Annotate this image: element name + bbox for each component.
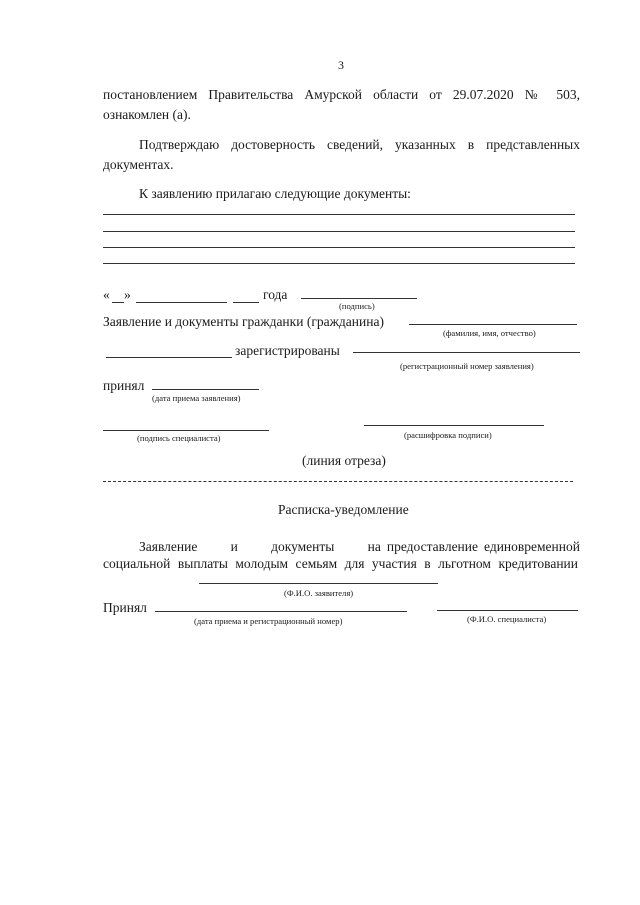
receipt-word-6: единовременной — [484, 539, 580, 554]
registration-number-caption: (регистрационный номер заявления) — [400, 361, 534, 371]
applicant-name-field[interactable] — [409, 324, 577, 325]
receipt-word-1: Заявление — [139, 539, 198, 554]
statement-label: Заявление и документы гражданки (гражданина) — [103, 314, 384, 329]
attachment-line-3[interactable] — [103, 247, 575, 248]
attachment-line-4[interactable] — [103, 263, 575, 264]
date-quote-close: » — [124, 287, 131, 302]
day-field[interactable] — [112, 302, 124, 303]
receipt-accepted-label: Принял — [103, 600, 147, 615]
year-word: года — [263, 287, 288, 302]
year-field[interactable] — [233, 302, 259, 303]
cut-line — [103, 481, 573, 482]
specialist-fio-caption: (Ф.И.О. специалиста) — [467, 614, 547, 624]
applicant-name-caption: (фамилия, имя, отчество) — [443, 328, 536, 338]
receipt-word-5: предоставление — [386, 539, 479, 554]
attachment-line-2[interactable] — [103, 231, 575, 232]
receipt-acceptance-caption: (дата приема и регистрационный номер) — [194, 616, 343, 626]
month-field[interactable] — [136, 302, 227, 303]
cut-line-label: (линия отреза) — [302, 453, 386, 468]
attachment-line-1[interactable] — [103, 214, 575, 215]
acceptance-date-field[interactable] — [152, 389, 259, 390]
signature-caption: (подпись) — [339, 301, 375, 311]
receipt-line-1 — [139, 539, 580, 555]
signature-transcript-caption: (расшифровка подписи) — [404, 430, 492, 440]
receipt-word-2: и — [230, 539, 238, 554]
specialist-fio-field[interactable] — [437, 610, 578, 611]
accepted-label: принял — [103, 378, 145, 393]
attachments-label: К заявлению прилагаю следующие документы: — [139, 186, 411, 201]
registration-date-field[interactable] — [106, 357, 232, 358]
intro-line-1: постановлением Правительства Амурской области от 29.07.2020 № 503, — [103, 87, 580, 102]
specialist-signature-field[interactable] — [103, 430, 269, 431]
receipt-line-2: социальной выплаты молодым семьям для участия в льготном кредитовании — [103, 556, 578, 571]
date-quote-open: « — [103, 287, 110, 302]
acceptance-date-caption: (дата приема заявления) — [152, 393, 241, 403]
confirm-line-1: Подтверждаю достоверность сведений, указанных в представленных — [139, 137, 580, 152]
registered-label: зарегистрированы — [235, 343, 340, 358]
signature-field[interactable] — [301, 298, 417, 299]
applicant-fio-field[interactable] — [199, 583, 438, 584]
signature-transcript-field[interactable] — [364, 425, 544, 426]
confirm-line-2: документах. — [103, 157, 174, 172]
applicant-fio-caption: (Ф.И.О. заявителя) — [284, 588, 354, 598]
registration-number-field[interactable] — [353, 352, 580, 353]
specialist-signature-caption: (подпись специалиста) — [137, 433, 221, 443]
intro-line-2: ознакомлен (а). — [103, 107, 191, 122]
receipt-word-3: документы — [271, 539, 335, 554]
receipt-title: Расписка-уведомление — [278, 502, 409, 517]
receipt-word-4: на — [367, 539, 381, 554]
page-number: 3 — [338, 58, 344, 72]
receipt-acceptance-field[interactable] — [155, 611, 407, 612]
